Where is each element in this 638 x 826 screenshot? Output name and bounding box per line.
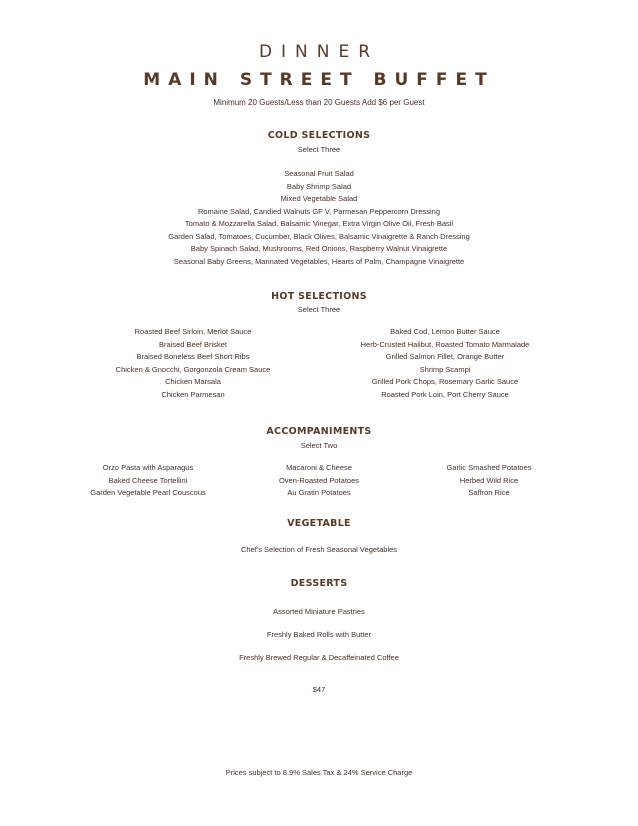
list-item: Grilled Salmon Fillet, Orange Butter (385, 352, 505, 361)
list-item: Chicken Marsala (165, 377, 221, 386)
menu-title: DINNER (258, 42, 380, 62)
accompaniments-heading: ACCOMPANIMENTS (266, 426, 372, 437)
list-item: Chicken Parmesan (161, 389, 225, 399)
cold-selections-list (0, 168, 638, 268)
list-item: Mixed Vegetable Salad (280, 194, 358, 203)
accompaniments-middle-column (249, 462, 389, 500)
list-item: Roasted Beef Sirloin, Merlot Sauce (134, 327, 252, 336)
cold-selections-heading: COLD SELECTIONS (267, 130, 371, 141)
list-item: Garden Vegetable Pearl Couscous (90, 488, 206, 497)
list-item: Baked Cod, Lemon Butter Sauce (390, 327, 500, 336)
list-item: Orzo Pasta with Asparagus (102, 463, 194, 472)
hot-selections-right-column (345, 326, 545, 401)
accompaniments-right-column (419, 462, 559, 500)
vegetable-text: Chef's Selection of Fresh Seasonal Vegetables (240, 545, 398, 554)
list-item: Baked Cheese Tortellini (108, 475, 188, 485)
list-item: Saffron Rice (468, 488, 510, 497)
list-item: Seasonal Fruit Salad (284, 169, 354, 178)
list-item: Garden Salad, Tomatoes, Cucumber, Black Olives, Balsamic Vinaigrette & Ranch Dressing (168, 231, 470, 241)
list-item: Shrimp Scampi (419, 364, 471, 374)
accompaniments-note: Select Two (300, 441, 338, 450)
list-item: Oven-Roasted Potatoes (278, 475, 360, 485)
list-item: Macaroni & Cheese (286, 463, 352, 472)
accompaniments-left-column (78, 462, 218, 500)
list-item: Baby Shrimp Salad (286, 181, 352, 191)
list-item: Baby Spinach Salad, Mushrooms, Red Onions, Raspberry Walnut Vinaigrette (190, 244, 448, 253)
vegetable-heading: VEGETABLE (287, 518, 351, 529)
list-item: Braised Beef Brisket (159, 339, 227, 349)
list-item: Chicken & Gnocchi, Gorgonzola Cream Sauce (115, 364, 271, 374)
list-item: Garlic Smashed Potatoes (446, 463, 532, 472)
list-item: Herbed Wild Rice (459, 475, 519, 485)
list-item: Freshly Brewed Regular & Decaffeinated Coffee (239, 653, 399, 662)
menu-subtitle: MAIN STREET BUFFET (143, 70, 495, 90)
hot-selections-heading: HOT SELECTIONS (271, 291, 367, 302)
hot-selections-left-column (93, 326, 293, 401)
list-item: Braised Boneless Beef Short Ribs (136, 352, 250, 361)
list-item: Tomato & Mozzarella Salad, Balsamic Vinegar, Extra Virgin Olive Oil, Fresh Basil (184, 219, 454, 228)
minimum-guests-note: Minimum 20 Guests/Less than 20 Guests Add $6 per Guest (213, 98, 425, 107)
list-item: Romaine Salad, Candied Walnuts GF V, Parmesan Peppercorn Dressing (197, 206, 441, 216)
list-item: Freshly Baked Rolls with Butter (266, 630, 372, 639)
desserts-heading: DESSERTS (290, 578, 348, 589)
list-item: Grilled Pork Chops, Rosemary Garlic Sauce (371, 377, 519, 386)
list-item: Herb-Crusted Halibut, Roasted Tomato Marmalade (360, 339, 530, 349)
list-item: Assorted Miniature Pastries (273, 607, 365, 616)
list-item: Au Gratin Potatoes (287, 488, 351, 497)
price: $47 (312, 685, 326, 694)
hot-selections-note: Select Three (297, 305, 341, 314)
footer-note: Prices subject to 8.9% Sales Tax & 24% Service Charge (225, 768, 413, 777)
cold-selections-note: Select Three (297, 145, 341, 154)
list-item: Seasonal Baby Greens, Marinated Vegetables, Hearts of Palm, Champagne Vinaigrette (173, 256, 465, 266)
list-item: Roasted Pork Loin, Port Cherry Sauce (381, 389, 509, 399)
